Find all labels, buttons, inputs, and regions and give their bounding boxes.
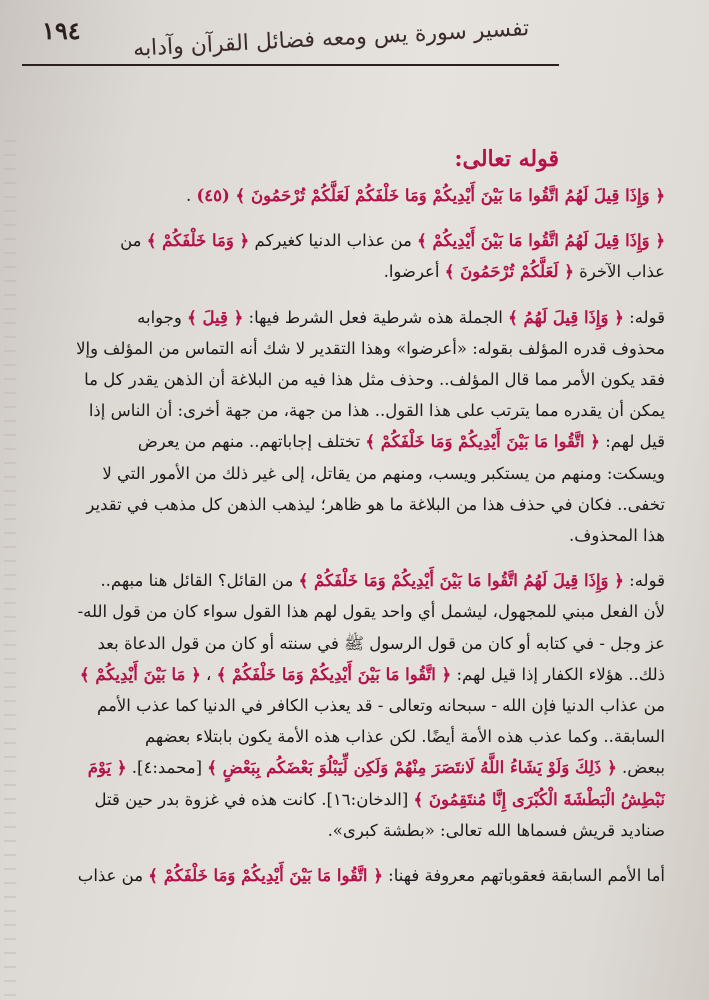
commentary-text: الجملة هذه شرطية فعل الشرط فيها: [243,307,509,327]
quran-verse: ﴿ وَإِذَا قِيلَ لَهُمُ اتَّقُوا مَا بَيْنَ أَيْدِيكُمْ ﴾ [417,231,665,251]
quran-verse: ﴿ قِيلَ ﴾ [187,307,244,327]
quran-verse: ﴿ وَإِذَا قِيلَ لَهُمُ ﴾ [508,307,624,327]
paragraph-gap [30,846,665,860]
commentary-text: السابقة.. وكما عذب هذه الأمة أيضًا. لكن عذاب هذه الأمة يكون بابتلاء بعضهم [144,727,665,747]
paragraph-gap [30,211,665,225]
text-line [30,333,665,364]
commentary-text: هذا المحذوف. [569,526,665,546]
paragraph [30,225,665,287]
commentary-text: [الدخان:١٦]. كانت هذه في غزوة بدر حين قتل [94,789,414,809]
quran-verse: ﴿ مَا بَيْنَ أَيْدِيكُمْ ﴾ [79,664,201,684]
paragraph-gap [30,551,665,565]
text-line [30,225,665,256]
commentary-text: من القائل؟ القائل هنا مبهم.. [100,571,299,591]
text-line [30,520,665,551]
commentary-text: يمكن أن يقدره مما يترتب على هذا القول.. هذا من جهة، من جهة أخرى: أن الناس إذا [88,401,665,421]
commentary-text: من عذاب [77,866,149,886]
text-line [30,302,665,333]
paragraph [30,860,665,891]
text-line [30,458,665,489]
paragraph [30,565,665,846]
quran-verse: ﴿ وَإِذَا قِيلَ لَهُمُ اتَّقُوا مَا بَيْنَ أَيْدِيكُمْ وَمَا خَلْفَكُمْ لَعَلَّكُمْ تُرْحَمُونَ ﴾ (٤٥) [196,186,665,205]
commentary-text: ببعض. [616,758,665,778]
paragraph [30,180,665,211]
commentary-text: قوله: [623,571,665,591]
quran-verse: نَبْطِشُ الْبَطْشَةَ الْكُبْرَى إِنَّا مُنتَقِمُونَ ﴾ [413,789,665,809]
commentary-text: عذاب الآخرة [573,262,665,282]
commentary-text: قيل لهم: [599,432,665,452]
text-line [30,395,665,426]
text-line [30,721,665,752]
quran-verse: ﴿ وَمَا خَلْفَكُمْ ﴾ [146,231,250,251]
text-line [30,256,665,287]
running-title: تفسير سورة يس ومعه فضائل القرآن وآدابه [132,16,531,62]
quran-verse: ﴿ اتَّقُوا مَا بَيْنَ أَيْدِيكُمْ وَمَا خَلْفَكُمْ ﴾ [216,664,452,684]
body-text [30,180,665,891]
quran-verse: ﴿ اتَّقُوا مَا بَيْنَ أَيْدِيكُمْ وَمَا خَلْفَكُمْ ﴾ [365,432,600,452]
commentary-text: أما الأمم السابقة فعقوباتهم معروفة فهنا: [382,866,665,886]
commentary-text: محذوف قدره المؤلف بقوله: «أعرضوا» وهذا التقدير لا شك أنه التماس من المؤلف وإلا [76,338,665,358]
text-line [30,565,665,596]
text-line [30,815,665,846]
commentary-text: صناديد قريش فسماها الله تعالى: «بطشة كبرى». [327,820,665,840]
commentary-text: [محمد:٤]. [126,758,208,778]
paragraph-gap [30,288,665,302]
text-line [30,180,665,211]
page-number: ١٩٤ [42,16,81,45]
text-line [30,752,665,783]
commentary-text: من [120,231,147,251]
commentary-text: تخفى.. فكان في حذف هذا من البلاغة ما هو ظاهر؛ ليذهب الذهن كل مذهب في تقدير [86,494,665,514]
text-line [30,596,665,627]
text-line [30,364,665,395]
commentary-text: وجوابه [137,307,188,327]
commentary-text: من عذاب الدنيا فإن الله - سبحانه وتعالى - قد يعذب الكافر في الدنيا كما عذب الأمم [97,696,665,716]
commentary-text: ذلك.. هؤلاء الكفار إذا قيل لهم: [451,664,665,684]
quran-verse: ﴿ اتَّقُوا مَا بَيْنَ أَيْدِيكُمْ وَمَا خَلْفَكُمْ ﴾ [148,866,383,886]
text-line [30,489,665,520]
quran-verse: ﴿ لَعَلَّكُمْ تُرْحَمُونَ ﴾ [444,262,574,282]
text-line [30,690,665,721]
page-edge [4,140,16,1000]
commentary-text: ، [200,664,217,684]
paragraph [30,302,665,552]
commentary-text: أعرضوا. [383,262,445,282]
commentary-text: ويسكت: ومنهم من يستكبر ويسب، ومنهم من يقاتل، إلى غير ذلك من الأمور التي لا [102,463,665,483]
text-line [30,860,665,891]
commentary-text: قوله: [623,307,665,327]
text-line [30,628,665,659]
commentary-text: من عذاب الدنيا كغيركم [249,231,418,251]
text-line [30,659,665,690]
commentary-text: عز وجل - في كتابه أو كان من قول الرسول ﷺ في سنته أو كان من قول الدعاة بعد [97,633,665,653]
text-line [30,426,665,457]
commentary-text: تختلف إجاباتهم.. منهم من يعرض [137,432,366,452]
quran-verse: ﴿ ذَلِكَ وَلَوْ يَشَاءُ اللَّهُ لَانتَصَرَ مِنْهُمْ وَلَكِن لِّيَبْلُوَ بَعْضَكُم بِبَعْضٍ ﴾ [207,758,617,778]
text-line [30,784,665,815]
commentary-text: لأن الفعل مبني للمجهول، ليشمل أي واحد يقول لهم هذا القول سواء كان من قول الله- [77,602,665,622]
section-heading: قوله تعالى: [454,146,559,172]
commentary-text: . [185,186,197,205]
commentary-text: فقد يكون الأمر مما قال المؤلف.. وحذف مثل هذا فيه من البلاغة أن الذهن يقدر كل ما [84,370,665,390]
quran-verse: ﴿ يَوْمَ [87,758,127,778]
quran-verse: ﴿ وَإِذَا قِيلَ لَهُمُ اتَّقُوا مَا بَيْنَ أَيْدِيكُمْ وَمَا خَلْفَكُمْ ﴾ [298,571,624,591]
